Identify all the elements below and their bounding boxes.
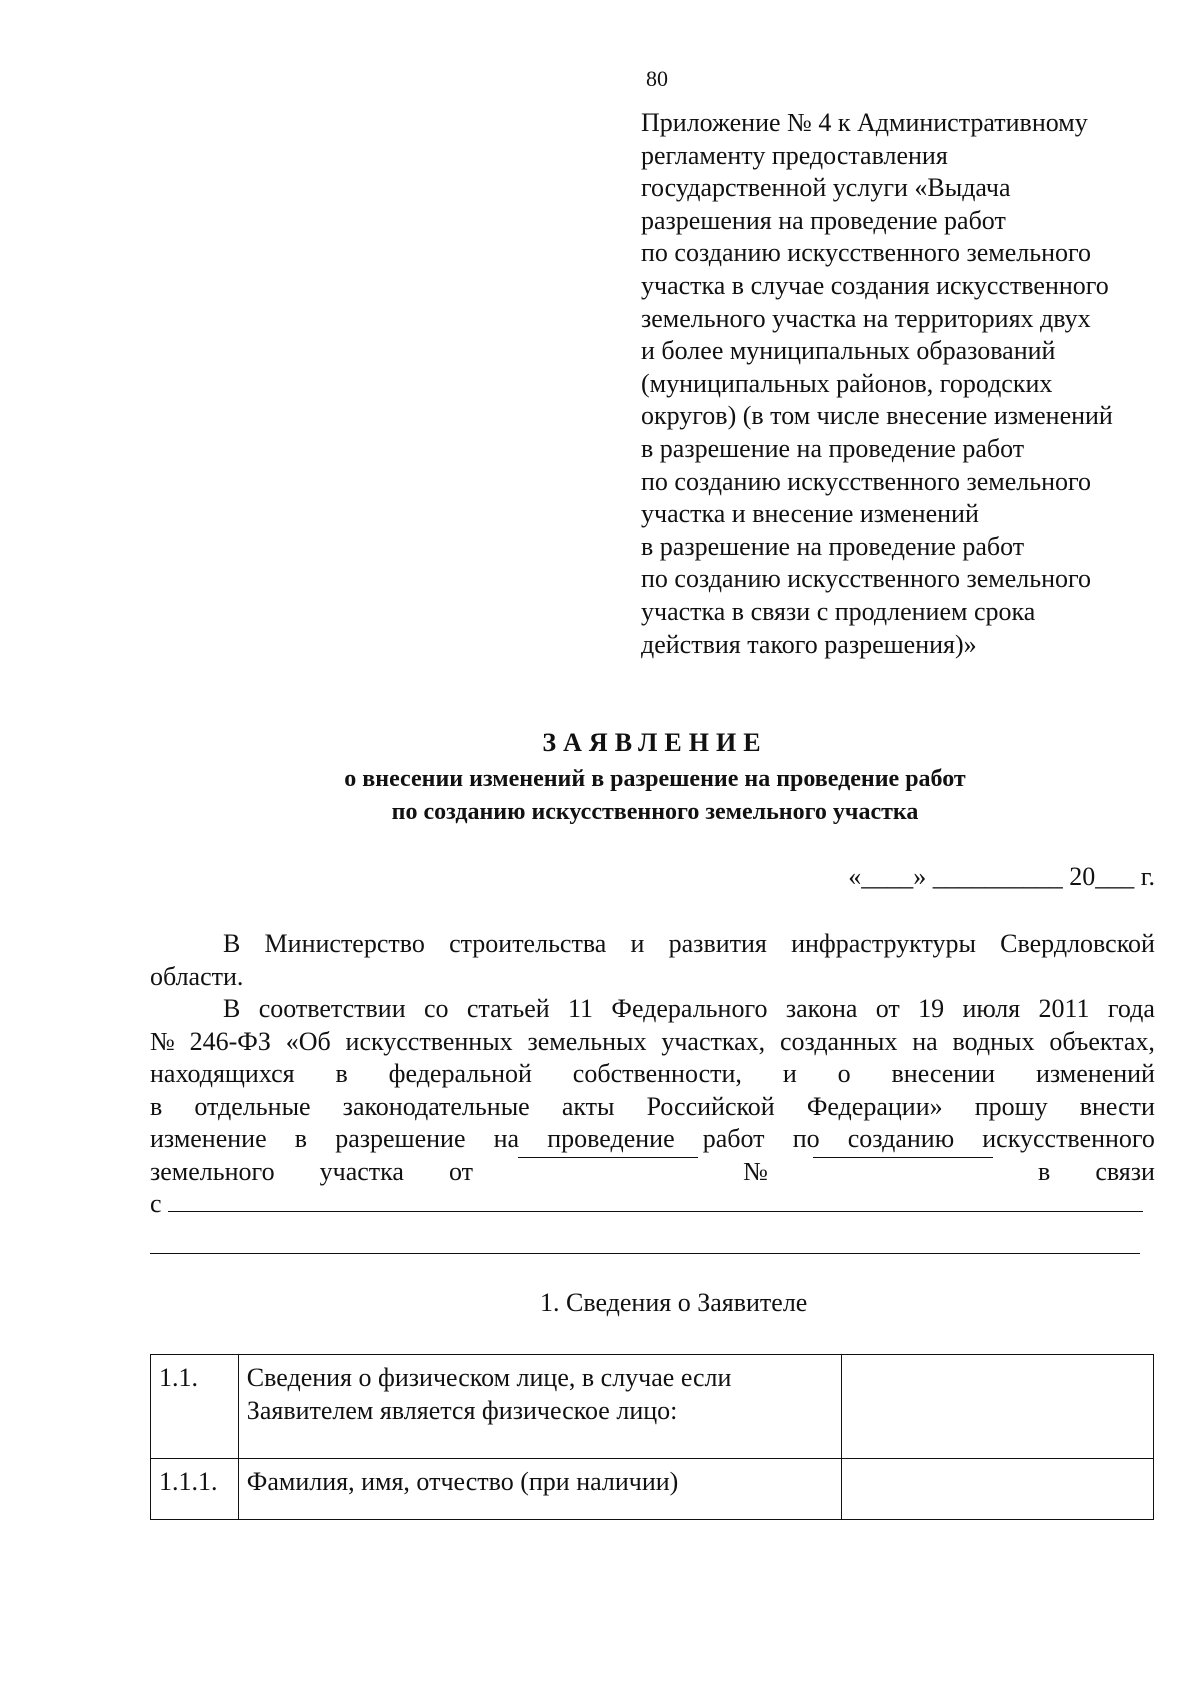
word: проведение xyxy=(547,1124,675,1153)
word: по xyxy=(792,1124,820,1153)
word: 11 xyxy=(568,994,594,1023)
subtitle-line: по созданию искусственного земельного участка xyxy=(391,799,919,825)
word: внести xyxy=(1079,1091,1155,1121)
word: водных xyxy=(952,1026,1035,1056)
word: разрешение xyxy=(335,1124,466,1153)
reason-field[interactable] xyxy=(168,1210,1143,1212)
word: строительства xyxy=(449,929,607,958)
reason-field-continuation[interactable] xyxy=(150,1253,1140,1254)
body-line xyxy=(150,1058,1155,1091)
word: связи xyxy=(1095,1156,1155,1186)
word: Свердловской xyxy=(1000,929,1155,958)
page-number: 80 xyxy=(646,66,668,91)
appendix-line: земельного участка на территориях двух xyxy=(641,303,1091,333)
table-row xyxy=(151,1355,1154,1459)
word: от xyxy=(875,994,900,1023)
appendix-line: разрешения на проведение работ xyxy=(641,205,1006,235)
word: работ xyxy=(702,1124,765,1153)
permit-date-field[interactable] xyxy=(518,1156,698,1158)
appendix-line: государственной услуги «Выдача xyxy=(641,173,1011,203)
word: участках, xyxy=(661,1026,766,1056)
row-description xyxy=(238,1355,841,1459)
appendix-line: участка в случае создания искусственного xyxy=(641,270,1109,300)
word: созданных xyxy=(779,1026,898,1056)
appendix-reference xyxy=(641,107,1161,661)
appendix-line: в разрешение на проведение работ xyxy=(641,433,1025,463)
document-title: ЗАЯВЛЕНИЕ xyxy=(542,728,768,757)
application-body xyxy=(150,928,1155,1221)
word: на xyxy=(493,1124,520,1153)
appendix-line: действия такого разрешения)» xyxy=(641,629,977,659)
body-line xyxy=(150,928,1155,961)
word: В xyxy=(223,994,241,1023)
body-line xyxy=(150,1026,1155,1059)
appendix-line: (муниципальных районов, городских xyxy=(641,368,1053,398)
applicant-info-table xyxy=(150,1354,1154,1520)
word: с xyxy=(150,1189,162,1218)
appendix-line: регламенту предоставления xyxy=(641,140,948,170)
word: июля xyxy=(962,994,1021,1023)
word: Министерство xyxy=(264,929,425,958)
word: прошу xyxy=(974,1091,1048,1121)
row-number: 1.1. xyxy=(151,1355,239,1459)
word: о xyxy=(837,1059,851,1088)
row-value-field[interactable] xyxy=(841,1355,1153,1459)
document-subtitle xyxy=(150,763,1160,829)
word: со xyxy=(423,994,449,1023)
word: «Об xyxy=(285,1026,331,1056)
body-line xyxy=(150,993,1155,1026)
description-line: Фамилия, имя, отчество (при наличии) xyxy=(246,1467,679,1496)
appendix-line: по созданию искусственного земельного xyxy=(641,238,1092,268)
word: в xyxy=(294,1124,308,1153)
word: акты xyxy=(561,1091,615,1121)
word: 2011 xyxy=(1038,994,1090,1023)
word: закона xyxy=(785,994,858,1023)
body-line: области. xyxy=(150,961,244,991)
appendix-line: в разрешение на проведение работ xyxy=(641,531,1025,561)
appendix-line: Приложение № 4 к Административному xyxy=(641,108,1088,137)
word: В xyxy=(223,929,241,958)
word: и xyxy=(630,929,645,958)
word: земельного xyxy=(150,1156,275,1186)
word: собственности, xyxy=(572,1059,742,1088)
word: в xyxy=(150,1091,163,1121)
row-number: 1.1.1. xyxy=(151,1459,239,1520)
body-line xyxy=(150,1123,1155,1156)
word: изменений xyxy=(1035,1059,1155,1088)
word: 19 xyxy=(918,994,945,1023)
word: Российской xyxy=(646,1091,775,1121)
word: участка xyxy=(319,1156,404,1186)
appendix-line: участка и внесение изменений xyxy=(641,499,979,529)
description-line: Сведения о физическом лице, в случае если xyxy=(246,1363,732,1392)
description-line: Заявителем является физическое лицо: xyxy=(246,1396,678,1425)
row-value-field[interactable] xyxy=(841,1459,1153,1520)
word: законодательные xyxy=(342,1091,530,1121)
word: от xyxy=(448,1156,473,1186)
word: искусственных xyxy=(345,1026,513,1056)
word: статьей xyxy=(466,994,550,1023)
word: в xyxy=(1038,1156,1051,1186)
row-description xyxy=(238,1459,841,1520)
word: в xyxy=(335,1059,348,1088)
body-line xyxy=(150,1091,1155,1124)
body-line xyxy=(150,1188,1155,1221)
word: изменение xyxy=(150,1124,267,1153)
appendix-line: по созданию искусственного земельного xyxy=(641,466,1092,496)
word: земельных xyxy=(527,1026,647,1056)
word: находящихся xyxy=(150,1059,295,1088)
appendix-line: участка в связи с продлением срока xyxy=(641,596,1036,626)
word: развития xyxy=(668,929,767,958)
word: созданию xyxy=(847,1124,955,1153)
appendix-line: и более муниципальных образований xyxy=(641,336,1056,366)
word: Федерации» xyxy=(806,1091,943,1121)
word: соответствии xyxy=(258,994,406,1023)
permit-number-field[interactable] xyxy=(813,1156,993,1158)
word: отдельные xyxy=(194,1091,311,1121)
word: федеральной xyxy=(388,1059,532,1088)
word: 246-ФЗ xyxy=(189,1026,271,1056)
subtitle-line: о внесении изменений в разрешение на проведение работ xyxy=(344,766,966,792)
table-row xyxy=(151,1459,1154,1520)
date-field[interactable]: «____» __________ 20___ г. xyxy=(848,862,1155,891)
word: № xyxy=(743,1156,768,1186)
word: года xyxy=(1107,994,1155,1023)
word: внесении xyxy=(891,1059,996,1088)
section-heading: 1. Сведения о Заявителе xyxy=(540,1288,808,1317)
appendix-line: округов) (в том числе внесение изменений xyxy=(641,401,1113,431)
word: Федерального xyxy=(611,994,768,1023)
body-line xyxy=(150,1156,1155,1189)
word: объектах, xyxy=(1049,1026,1155,1056)
word: и xyxy=(782,1059,797,1088)
word: инфраструктуры xyxy=(791,929,976,958)
word: на xyxy=(912,1026,938,1056)
word: № xyxy=(150,1026,175,1056)
appendix-line: по созданию искусственного земельного xyxy=(641,564,1092,594)
word: искусственного xyxy=(982,1124,1155,1153)
